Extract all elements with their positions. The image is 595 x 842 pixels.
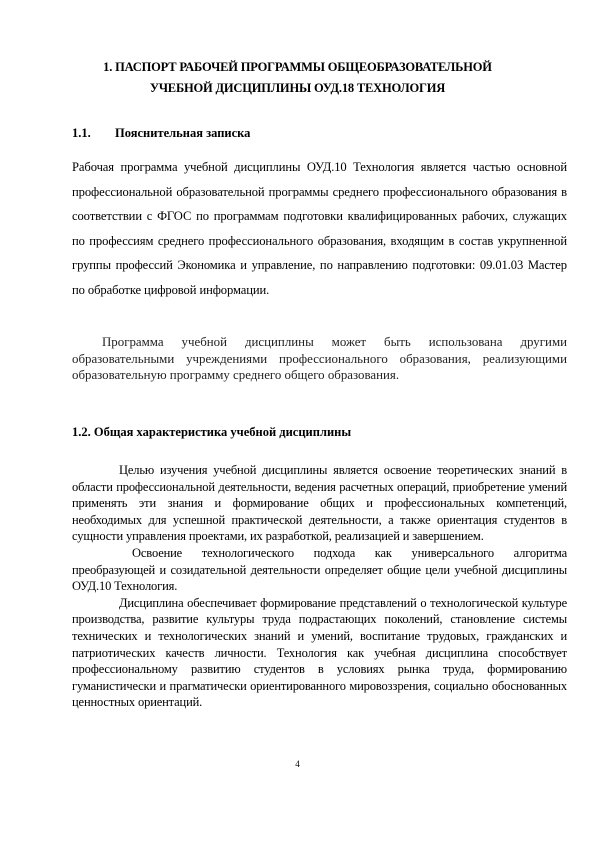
section-1-1-heading [72, 126, 250, 141]
section-1-1-number: 1.1. [72, 126, 91, 140]
section-1-2-paragraph-1: Целью изучения учебной дисциплины является освоение теоретических знаний в области профессиональной деятельности, ведения расчетных операций, приобретение умений применять эти знания и формирование общих и профессиональных компетенций, необходимых для успешной практической деятельности, а также ориентация студентов в сущности управления проектами, их разработкой, реализацией и завершением. [72, 463, 567, 544]
title-line-1: 1. ПАСПОРТ РАБОЧЕЙ ПРОГРАММЫ ОБЩЕОБРАЗОВАТЕЛЬНОЙ [103, 60, 492, 74]
section-1-2-heading: 1.2. Общая характеристика учебной дисциплины [72, 425, 352, 439]
document-title [40, 57, 555, 99]
section-1-2-paragraph-3: Дисциплина обеспечивает формирование представлений о технологической культуре производства, развитие культуры труда подрастающих поколений, становление системы технических и технологических знаний и умений, воспитание трудовых, гражданских и патриотических качеств личности. Технология как учебная дисциплина способствует профессиональному развитию студентов в условиях рынка труда, формированию гуманистически и прагматически ориентированного мировоззрения, социально обоснованных ценностных ориентаций. [72, 595, 567, 710]
section-1-1-paragraph-2: Программа учебной дисциплины может быть использована другими образовательными учреждениями профессионального образования, реализующими образовательную программу среднего общего образования. [72, 335, 567, 383]
section-1-1-title: Пояснительная записка [115, 126, 251, 140]
section-1-2-paragraph-2: Освоение технологического подхода как универсального алгоритма преобразующей и созидательной деятельности определяет общие цели учебной дисциплины ОУД.10 Технология. [72, 545, 567, 594]
title-line-2: УЧЕБНОЙ ДИСЦИПЛИНЫ ОУД.18 ТЕХНОЛОГИЯ [149, 81, 446, 95]
section-1-2-body [72, 462, 567, 711]
page-number: 4 [295, 759, 300, 769]
section-1-1-paragraph-1: Рабочая программа учебной дисциплины ОУД.10 Технология является частью основной профессиональной образовательной программы среднего профессионального образования в соответствии с ФГОС по программам подготовки квалифицированных рабочих, служащих по профессиям среднего профессионального образования, входящим в состав укрупненной группы профессий Экономика и управление, по направлению подготовки: 09.01.03 Мастер по обработке цифровой информации. [72, 160, 567, 297]
